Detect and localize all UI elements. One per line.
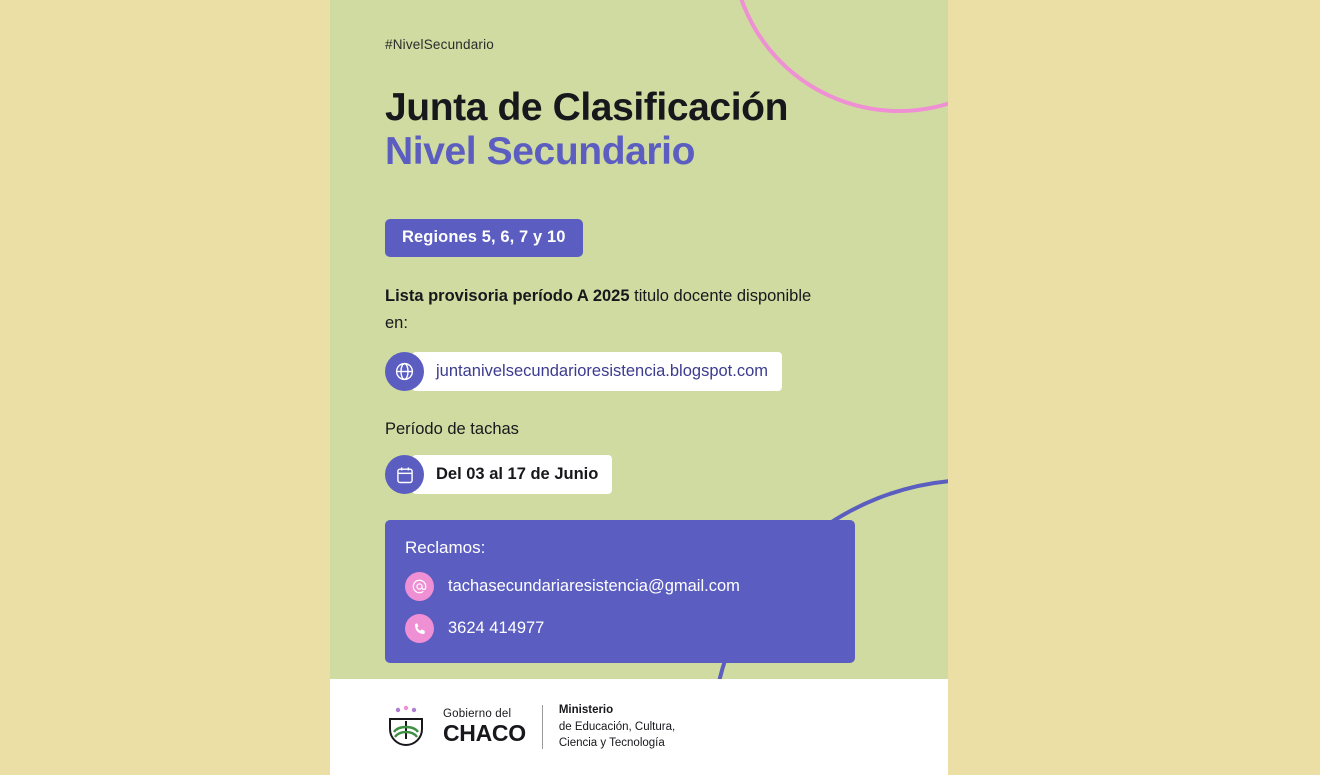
chaco-label: CHACO [443,720,526,747]
at-icon [405,572,434,601]
globe-icon [385,352,424,391]
phone-row[interactable] [405,614,835,643]
gobierno-label: Gobierno del [443,707,512,720]
hashtag: #NivelSecundario [385,37,495,52]
ministerio-block [559,702,675,752]
footer [330,679,948,775]
periodo-tachas-value: Del 03 al 17 de Junio [412,455,612,494]
reclamos-box [385,520,855,663]
title-secondary: Nivel Secundario [385,129,696,173]
chaco-logo-icon [380,701,432,753]
footer-divider [542,705,543,749]
reclamos-title: Reclamos: [405,538,486,557]
regions-badge: Regiones 5, 6, 7 y 10 [385,219,583,257]
periodo-tachas-row [385,455,612,494]
footer-content [380,701,675,753]
ministerio-line-2: de Educación, Cultura, [558,720,676,733]
poster [330,0,948,775]
website-link[interactable]: juntanivelsecundarioresistencia.blogspot.com [412,352,782,391]
lista-provisoria-strong: Lista provisoria período A 2025 [385,287,630,305]
ministerio-line-3: Ciencia y Tecnología [558,737,665,750]
lista-provisoria-text [385,283,815,336]
title-primary: Junta de Clasificación [385,86,788,129]
page-title [385,86,788,173]
website-row[interactable] [385,352,782,391]
phone-icon [405,614,434,643]
email-row[interactable] [405,572,835,601]
periodo-tachas-label: Período de tachas [385,420,519,438]
chaco-wordmark [443,709,526,746]
lista-provisoria-rest: titulo docente disponible en: [385,287,812,332]
calendar-icon [385,455,424,494]
email-value[interactable]: tachasecundariaresistencia@gmail.com [448,577,740,595]
ministerio-line-1: Ministerio [558,703,614,716]
phone-value[interactable]: 3624 414977 [448,619,545,637]
